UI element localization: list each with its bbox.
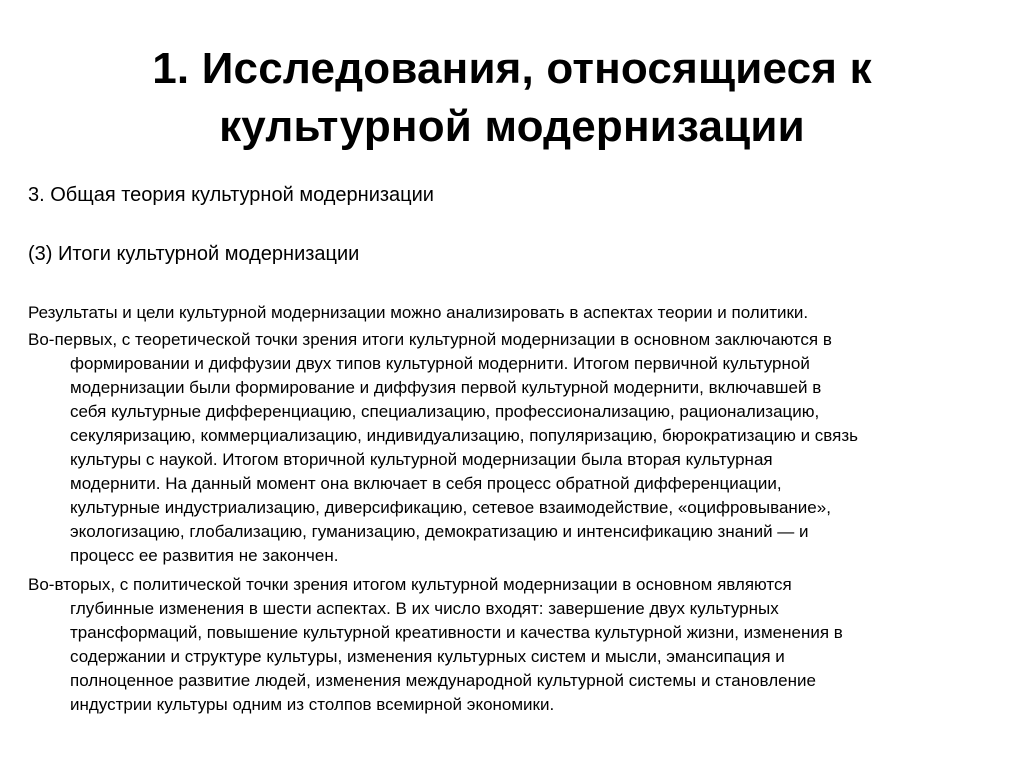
paragraph-line: трансформаций, повышение культурной креативности и качества культурной жизни, изменения в [70, 623, 843, 642]
paragraph-line: секуляризацию, коммерциализацию, индивидуализацию, популяризацию, бюрократизацию и связь [70, 426, 858, 445]
paragraph-line: полноценное развитие людей, изменения международной культурной системы и становление [70, 671, 816, 690]
paragraph-theory [28, 328, 1003, 568]
paragraph-line: процесс ее развития не закончен. [70, 546, 339, 565]
paragraph-line: модернити. На данный момент она включает в себя процесс обратной дифференциации, [70, 474, 782, 493]
intro-paragraph: Результаты и цели культурной модернизации можно анализировать в аспектах теории и политики. [28, 303, 809, 322]
paragraph-line: формировании и диффузии двух типов культурной модернити. Итогом первичной культурной [70, 354, 810, 373]
section-subheading: 3. Общая теория культурной модернизации [28, 184, 434, 206]
paragraph-line: экологизацию, глобализацию, гуманизацию, демократизацию и интенсификацию знаний — и [70, 522, 809, 541]
paragraph-line: модернизации были формирование и диффузия первой культурной модернити, включавшей в [70, 378, 822, 397]
paragraph-line: себя культурные дифференциацию, специализацию, профессионализацию, рационализацию, [70, 402, 820, 421]
paragraph-line: содержании и структуре культуры, изменения культурных систем и мысли, эмансипация и [70, 647, 785, 666]
paragraph-line: Во-вторых, с политической точки зрения итогом культурной модернизации в основном являются [28, 575, 792, 594]
paragraph-policy [28, 573, 1003, 717]
slide-title [60, 40, 964, 156]
paragraph-line: культурные индустриализацию, диверсификацию, сетевое взаимодействие, «оцифровывание», [70, 498, 831, 517]
slide-title-line-1: 1. Исследования, относящиеся к [152, 44, 872, 93]
paragraph-line: культуры с наукой. Итогом вторичной культурной модернизации была вторая культурная [70, 450, 773, 469]
paragraph-line: индустрии культуры одним из столпов всемирной экономики. [70, 695, 555, 714]
section-subsubheading: (3) Итоги культурной модернизации [28, 243, 360, 265]
slide-title-line-2: культурной модернизации [219, 102, 805, 151]
paragraph-line: глубинные изменения в шести аспектах. В их число входят: завершение двух культурных [70, 599, 779, 618]
paragraph-line: Во-первых, с теоретической точки зрения итоги культурной модернизации в основном заключаются в [28, 330, 832, 349]
